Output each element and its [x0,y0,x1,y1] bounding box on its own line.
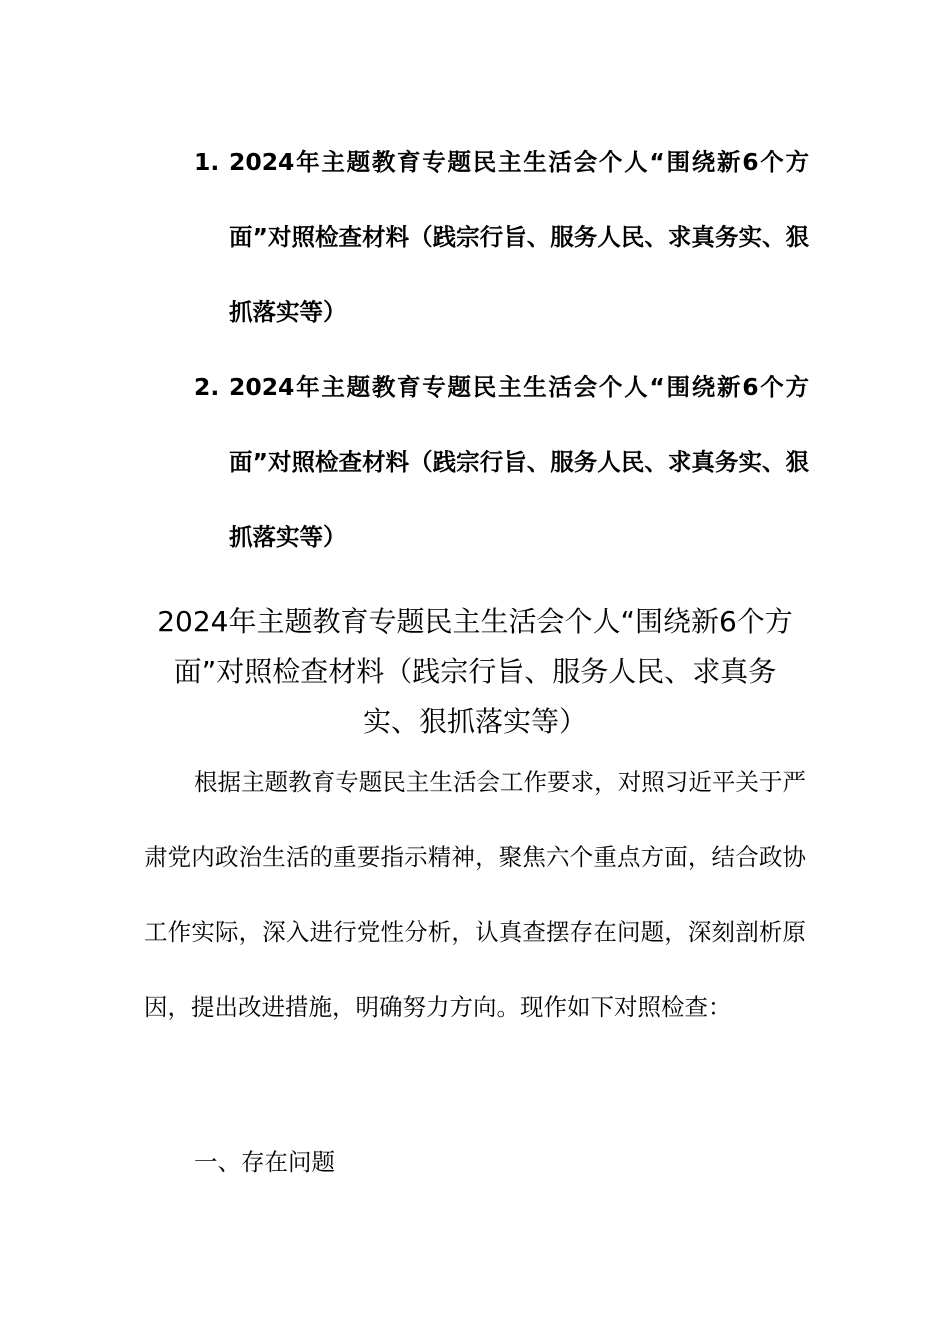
toc-entry-number: 2. [194,373,220,401]
toc-entry-text: 2024年主题教育专题民主生活会个人“围绕新6个方面”对照检查材料（践宗行旨、服务人民、求真务实、狠抓落实等） [229,373,809,551]
toc-entry-1[interactable] [194,125,809,350]
toc-entry-2[interactable] [194,350,809,575]
document-title: 2024年主题教育专题民主生活会个人“围绕新6个方面”对照检查材料（践宗行旨、服务人民、求真务实、狠抓落实等） [157,605,793,738]
section-heading-problems: 一、存在问题 [194,1148,335,1176]
table-of-contents [194,125,809,575]
toc-entry-text: 2024年主题教育专题民主生活会个人“围绕新6个方面”对照检查材料（践宗行旨、服务人民、求真务实、狠抓落实等） [229,148,809,326]
intro-paragraph: 根据主题教育专题民主生活会工作要求，对照习近平关于严肃党内政治生活的重要指示精神，聚焦六个重点方面，结合政协工作实际，深入进行党性分析，认真查摆存在问题，深刻剖析原因，提出改进措施，明确努力方向。现作如下对照检查： [144,768,806,1021]
toc-entry-number: 1. [194,148,220,176]
